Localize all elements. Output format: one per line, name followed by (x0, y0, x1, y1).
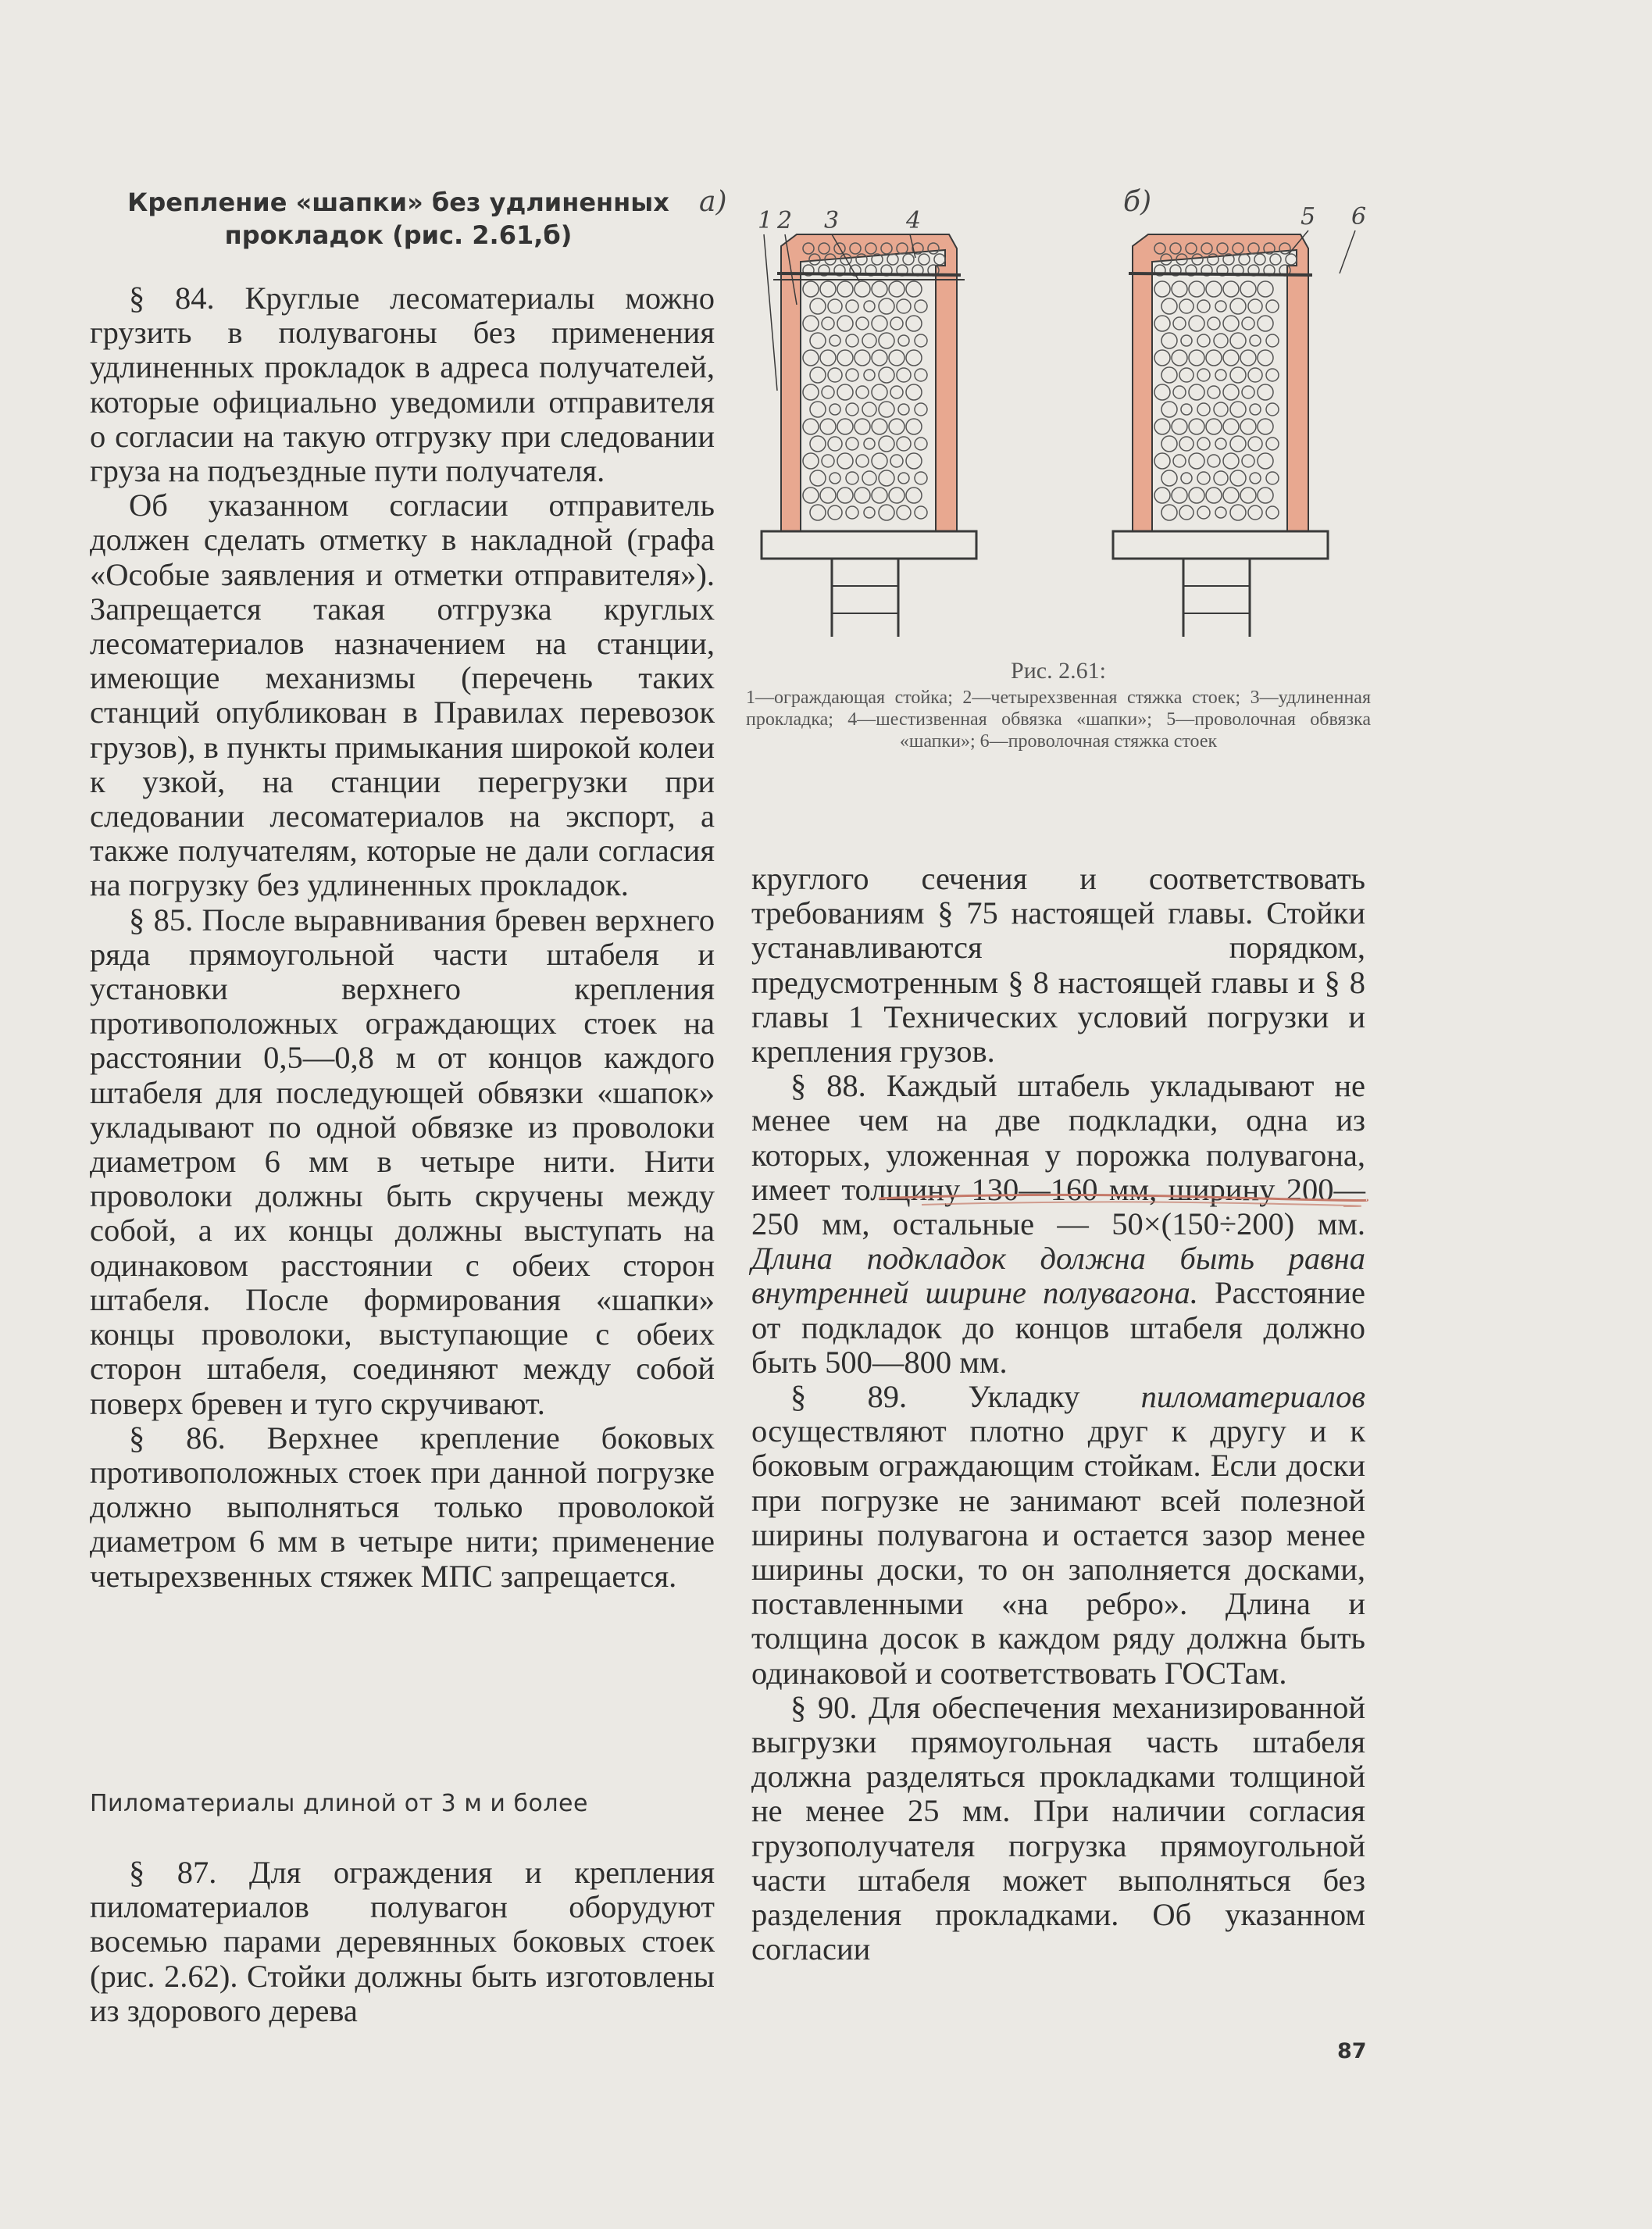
log (803, 384, 819, 400)
log (890, 317, 903, 330)
log (1250, 473, 1261, 484)
log (1208, 455, 1220, 467)
log (906, 419, 922, 434)
log (864, 507, 875, 518)
log (889, 350, 904, 366)
log (1248, 299, 1262, 313)
log (872, 453, 887, 469)
log (1223, 281, 1239, 297)
log (906, 384, 922, 400)
log (1266, 506, 1279, 519)
log (846, 369, 858, 381)
log (1173, 386, 1186, 398)
log (1206, 419, 1222, 434)
log (915, 369, 927, 381)
log (1230, 505, 1246, 520)
log (1266, 472, 1279, 484)
paragraph-84-cont: Об указанном согласии отправитель должен сделать отметку в накладной (графа «Особые заявления и отметки отправителя»). Запрещается такая отгрузка круглых лесоматериалов назначением на станции, имеющие механизмы (перечень таких станций опубликован в Правилах перевозок грузов), в пункты примыкания широкой колеи к узкой, на станции перегрузки при следовании лесоматериалов на экспорт, а также получателям, которые не дали согласия на погрузку без удлиненных прокладок. (90, 488, 715, 903)
log (1258, 384, 1273, 400)
log (1250, 404, 1261, 415)
log (822, 455, 834, 467)
log (1258, 350, 1273, 366)
log (1258, 453, 1273, 469)
log (810, 333, 826, 348)
log (1223, 453, 1239, 469)
log (906, 453, 922, 469)
paragraph-86: § 86. Верхнее крепление боковых противоположных стоек при данной погрузке должно выполняться только проволокой диаметром 6 мм в четыре нити; применение четырехзвенных стяжек МПС запрещается. (90, 1420, 715, 1594)
log (1173, 455, 1186, 467)
cap-log (1254, 254, 1265, 265)
log (856, 455, 869, 467)
log (915, 334, 927, 347)
left-column (90, 281, 715, 1594)
log (1154, 384, 1170, 400)
right-column (751, 862, 1365, 1967)
log (1240, 281, 1256, 297)
log (1154, 453, 1170, 469)
log (1248, 505, 1262, 520)
log (1161, 333, 1177, 348)
log (803, 453, 819, 469)
paragraph-90: § 90. Для обеспечения механизированной выгрузки прямоугольная часть штабеля должна разделяться прокладками толщиной не менее 25 мм. При наличии согласия грузополучателя погрузка прямоугольной части штабеля может выполняться без разделения прокладками. Об указанном согласии (751, 1689, 1365, 1967)
log (1258, 488, 1273, 503)
log (879, 367, 894, 383)
callout-1: 1 (758, 207, 773, 234)
log (855, 488, 870, 503)
log (1189, 384, 1204, 400)
cap-log (1239, 254, 1250, 265)
log (1266, 334, 1279, 347)
log (1242, 386, 1254, 398)
log (1173, 317, 1186, 330)
leader-line (1340, 230, 1355, 273)
log (1197, 300, 1210, 313)
log (1161, 402, 1177, 417)
log (855, 350, 870, 366)
log (1248, 368, 1262, 382)
log (862, 471, 876, 485)
log (1266, 403, 1279, 416)
log (830, 335, 840, 346)
log (915, 300, 927, 313)
log (864, 438, 875, 449)
cap-log (887, 254, 898, 265)
log (1172, 488, 1187, 503)
callout-6: 6 (1351, 203, 1367, 230)
paragraph-88: § 88. Каждый штабель укладывают не менее чем на две подкладки, одна из которых, уложенная у порожка полувагона, имеет толщину 130—160 мм, ширину 200—250 мм, остальные — 50×(150÷200) мм. Длина подкладок должна быть равна внутренней ширине полувагона. Расстояние от подкладок до концов штабеля должно быть 500—800 мм. (751, 1068, 1366, 1380)
log (810, 402, 826, 417)
subsection-heading: Пиломатериалы длиной от 3 м и более (90, 1790, 588, 1817)
paragraph-85: § 85. После выравнивания бревен верхнего ряда прямоугольной части штабеля и установки верхнего крепления противоположных ограждающих стоек на расстоянии 0,5—0,8 м от концов каждого штабеля для последующей обвязки «шапок» укладывают по одной обвязке из проволоки диаметром 6 мм в четыре нити. Нити проволоки должны быть скручены между собой, а их концы должны выступать на одинаковом расстоянии с обеих сторон штабеля. После формирования «шапки» концы проволоки, выступающие с обеих сторон штабеля, соединяют между собой поверх бревен и туго скручивают. (90, 902, 715, 1421)
log (820, 281, 836, 297)
log (1197, 438, 1210, 450)
log (1240, 419, 1256, 434)
log (1161, 436, 1177, 452)
log (1240, 350, 1256, 366)
log (1214, 334, 1228, 348)
railcar-cross-section-figure (750, 188, 1390, 648)
log (890, 455, 903, 467)
log (879, 333, 894, 348)
log (810, 505, 826, 520)
log (1214, 402, 1228, 416)
log (820, 350, 836, 366)
log (1197, 506, 1210, 519)
log (1154, 488, 1170, 503)
log (1179, 437, 1194, 451)
log (897, 505, 911, 520)
log (1242, 317, 1254, 330)
figure-label-b: б) (1123, 186, 1152, 218)
log (1172, 419, 1187, 434)
log (830, 404, 840, 415)
log (856, 317, 869, 330)
log (1223, 350, 1239, 366)
log (1181, 335, 1192, 346)
log (872, 488, 887, 503)
log (1266, 300, 1279, 313)
log (828, 368, 842, 382)
paragraph-87: § 87. Для ограждения и крепления пиломатериалов полувагон оборудуют восемью парами деревянных боковых стоек (рис. 2.62). Стойки должны быть изготовлены из здорового дерева (90, 1855, 715, 2028)
log (1179, 505, 1194, 520)
log (837, 316, 853, 331)
log (828, 437, 842, 451)
log (810, 436, 826, 452)
log (1258, 419, 1273, 434)
log (846, 334, 858, 347)
log (1223, 316, 1239, 331)
callout-3: 3 (824, 207, 840, 234)
left-column-bottom (90, 1856, 715, 2028)
log (803, 419, 819, 434)
page-number: 87 (1337, 2039, 1367, 2063)
log (828, 505, 842, 520)
log (846, 506, 858, 519)
log (1189, 453, 1204, 469)
log (1206, 281, 1222, 297)
paragraph-87-cont: круглого сечения и соответствовать требованиям § 75 настоящей главы. Стойки устанавливаются порядком, предусмотренным § 8 настоящей главы и § 8 главы 1 Технических условий погрузки и крепления грузов. (751, 861, 1365, 1070)
log (1179, 368, 1194, 382)
log (1215, 301, 1226, 312)
car-floor (1113, 531, 1328, 559)
log (1189, 281, 1204, 297)
log (879, 505, 894, 520)
log (803, 350, 819, 366)
log (1230, 470, 1246, 486)
log (872, 316, 887, 331)
log (830, 473, 840, 484)
log (1172, 350, 1187, 366)
log (872, 419, 887, 434)
log (1250, 335, 1261, 346)
log (872, 384, 887, 400)
log (898, 335, 909, 346)
log (1215, 438, 1226, 449)
log (872, 350, 887, 366)
figure-caption (746, 660, 1371, 752)
log (889, 419, 904, 434)
cap-log (919, 254, 929, 265)
log (1172, 281, 1187, 297)
log (1242, 455, 1254, 467)
log (1189, 488, 1204, 503)
log (864, 301, 875, 312)
log (864, 370, 875, 380)
log (906, 350, 922, 366)
log (1258, 316, 1273, 331)
log (1230, 298, 1246, 314)
log (915, 506, 927, 519)
log (1197, 472, 1210, 484)
log (862, 334, 876, 348)
log (1258, 281, 1273, 297)
log (1154, 281, 1170, 297)
log (1266, 369, 1279, 381)
log (906, 488, 922, 503)
log (837, 281, 853, 297)
cap-log (1270, 254, 1281, 265)
log (846, 472, 858, 484)
log (803, 488, 819, 503)
log (906, 281, 922, 297)
log (837, 453, 853, 469)
callout-5: 5 (1301, 203, 1316, 230)
log (810, 470, 826, 486)
log (1161, 298, 1177, 314)
log (837, 350, 853, 366)
log (846, 300, 858, 313)
log (810, 298, 826, 314)
log (1181, 473, 1192, 484)
log (1223, 384, 1239, 400)
log (1161, 367, 1177, 383)
stanchion-shape (1133, 234, 1308, 531)
log (915, 403, 927, 416)
log (1161, 470, 1177, 486)
car-floor (762, 531, 976, 559)
callout-2: 2 (777, 207, 793, 234)
log (1206, 488, 1222, 503)
figure-a (762, 234, 976, 637)
log (846, 403, 858, 416)
log (1214, 471, 1228, 485)
figure-b (1113, 230, 1355, 637)
log (1215, 507, 1226, 518)
log (1154, 316, 1170, 331)
log (1230, 436, 1246, 452)
log (1223, 488, 1239, 503)
log (1266, 438, 1279, 450)
log (906, 316, 922, 331)
log (1189, 419, 1204, 434)
cap-log (1286, 254, 1297, 265)
log (898, 473, 909, 484)
log (1179, 299, 1194, 313)
log (1197, 369, 1210, 381)
log (856, 386, 869, 398)
caption-title: Рис. 2.61: (1011, 658, 1106, 684)
log (837, 488, 853, 503)
pencil-underline-mark (875, 1189, 1375, 1213)
log (1223, 419, 1239, 434)
log (1189, 316, 1204, 331)
log (855, 281, 870, 297)
log-stack (1154, 243, 1297, 520)
section-heading: Крепление «шапки» без удлиненных прокладок (рис. 2.61,б) (127, 188, 669, 250)
leader-line (764, 234, 777, 391)
log (1240, 488, 1256, 503)
paragraph-84: § 84. Круглые лесоматериалы можно грузить в полувагоны без применения удлиненных прокладок в адреса получателей, которые официально уведомили отправителя о согласии на такую отгрузку при следовании груза на подъездные пути получателя. (90, 280, 715, 489)
log (1215, 370, 1226, 380)
log (1230, 402, 1246, 417)
log (803, 281, 819, 297)
callout-4: 4 (906, 207, 922, 234)
log (889, 488, 904, 503)
log (822, 386, 834, 398)
log (1197, 403, 1210, 416)
log (1197, 334, 1210, 347)
log (1208, 317, 1220, 330)
log (879, 298, 894, 314)
log (1230, 333, 1246, 348)
log (1189, 350, 1204, 366)
log (872, 281, 887, 297)
log (879, 402, 894, 417)
cap-log (903, 254, 914, 265)
log (803, 316, 819, 331)
log (820, 488, 836, 503)
log (1230, 367, 1246, 383)
log (810, 367, 826, 383)
figure-label-a: а) (699, 186, 727, 218)
log (1248, 437, 1262, 451)
log (897, 437, 911, 451)
log (915, 438, 927, 450)
log (897, 368, 911, 382)
log (862, 402, 876, 416)
log (828, 299, 842, 313)
log (1154, 419, 1170, 434)
log (846, 438, 858, 450)
log-stack (803, 243, 945, 520)
log (1154, 350, 1170, 366)
log (822, 317, 834, 330)
log (897, 299, 911, 313)
cap-log (934, 254, 945, 265)
caption-body: 1—ограждающая стойка; 2—четырехзвенная стяжка стоек; 3—удлиненная прокладка; 4—шестизвенная обвязка «шапки»; 5—проволочная обвязка «шапки»; 6—проволочная стяжка стоек (746, 688, 1371, 752)
log (837, 384, 853, 400)
log (1208, 386, 1220, 398)
log (915, 472, 927, 484)
binding-wire (777, 273, 961, 275)
log (898, 404, 909, 415)
log (1161, 505, 1177, 520)
log (1206, 350, 1222, 366)
log (890, 386, 903, 398)
binding-wire (1129, 273, 1312, 275)
log (1181, 404, 1192, 415)
log (855, 419, 870, 434)
log (889, 281, 904, 297)
paragraph-89: § 89. Укладку пиломатериалов осуществляют плотно друг к другу и к боковым ограждающим стойкам. Если доски при погрузке не занимают всей полезной ширины полувагона и остается зазор менее ширины доски, то он заполняется досками, поставленными «на ребро». Длина и толщина досок в каждом ряду должна быть одинаковой и соответствовать ГОСТам. (751, 1379, 1366, 1691)
log (879, 436, 894, 452)
log (879, 470, 894, 486)
log (837, 419, 853, 434)
log (820, 419, 836, 434)
